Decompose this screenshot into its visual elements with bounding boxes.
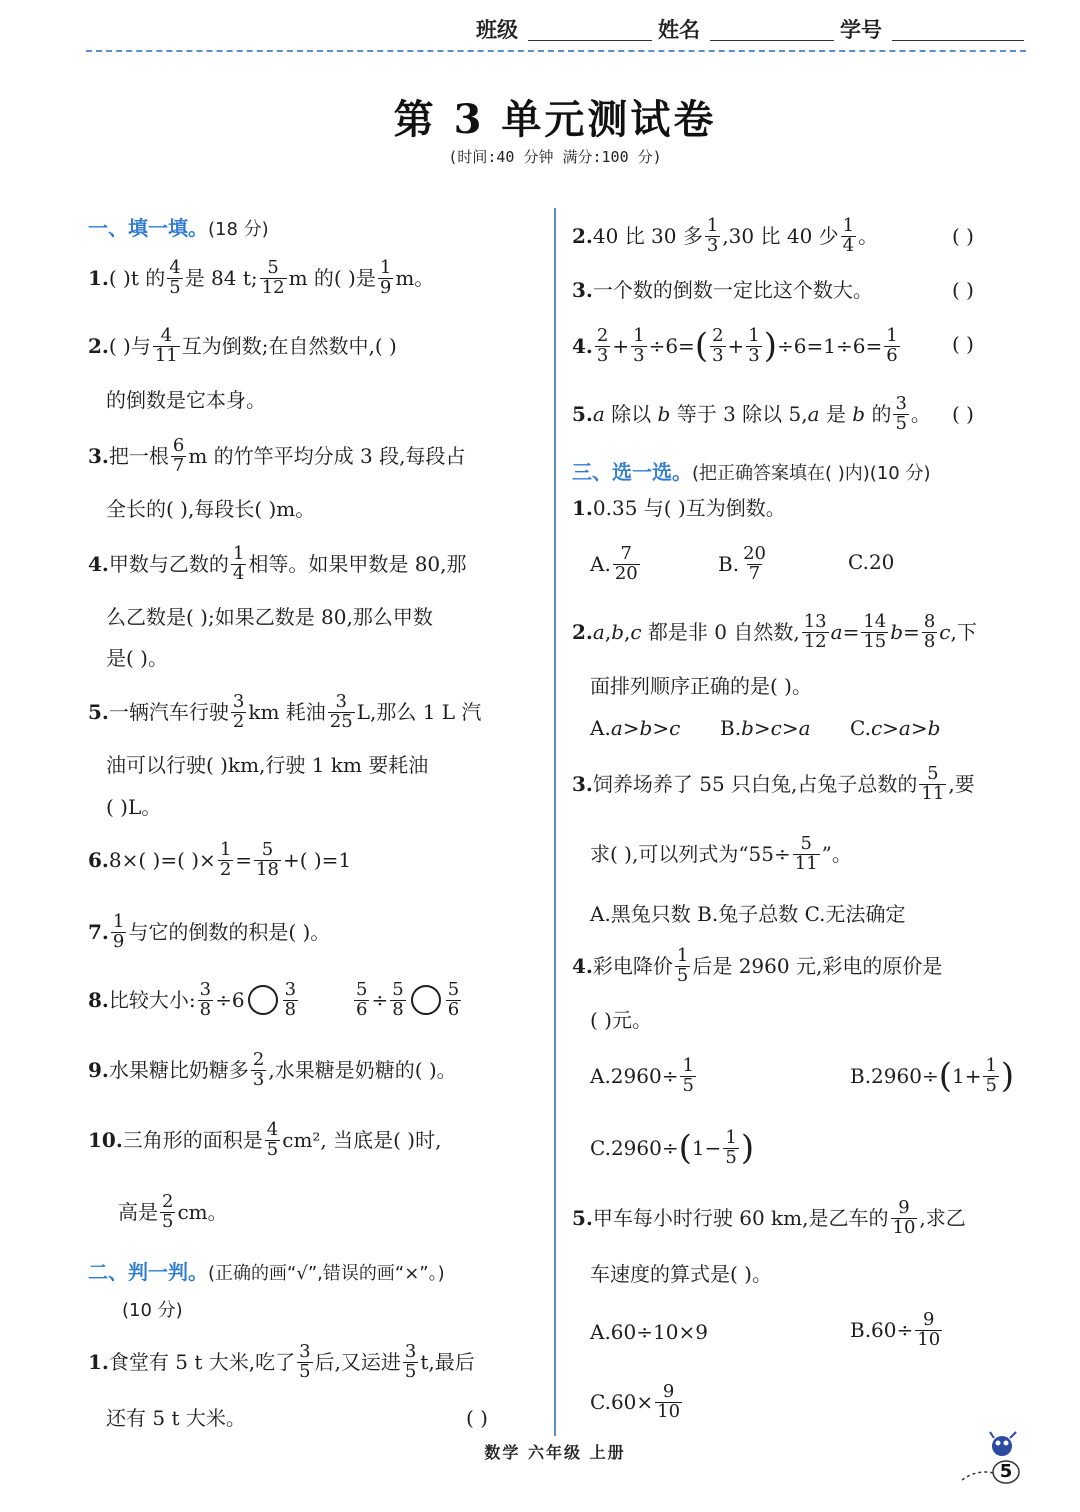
fraction: $\frac{1}{4}$ <box>842 214 855 256</box>
fill-q1: 1. ( )t 的 $\frac{4}{5}$ 是 84 t; $\frac{5}{12}$ m 的( )是 $\frac{1}{9}$ m。 <box>88 256 435 298</box>
fill-q4-line3: 是( )。 <box>106 646 168 670</box>
fill-q5-line2: 油可以行驶( )km,行驶 1 km 要耗油 <box>106 753 429 777</box>
section-2-note: (正确的画“√”,错误的画“×”。) <box>208 1263 445 1284</box>
fraction: $\frac{1}{6}$ <box>886 324 898 366</box>
fraction: $\frac{3}{5}$ <box>404 1340 417 1382</box>
fraction: $\frac{5}{18}$ <box>256 838 279 880</box>
choose-q2-option-b[interactable]: B. b > c > a <box>720 716 811 740</box>
compare-circle-2[interactable] <box>411 985 441 1015</box>
judge-q1-answer[interactable]: ( ) <box>466 1406 488 1430</box>
fraction: $\frac{4}{5}$ <box>266 1118 279 1160</box>
fraction: $\frac{8}{8}$ <box>923 610 936 652</box>
section-3-title: 三、选一选。 <box>572 460 692 484</box>
section-2-heading <box>88 1256 445 1285</box>
judge-q2: 2. 40 比 30 多 $\frac{1}{3}$ ,30 比 40 少 $\frac{1}{4}$ 。 <box>572 214 879 256</box>
choose-q5-option-c[interactable]: C.60× $\frac{9}{10}$ <box>590 1380 681 1422</box>
fraction: $\frac{1}{9}$ <box>112 910 125 952</box>
fill-q7: 7. $\frac{1}{9}$ 与它的倒数的积是( )。 <box>88 910 331 952</box>
fraction: $\frac{1}{4}$ <box>232 542 245 584</box>
fraction: $\frac{2}{3}$ <box>252 1048 265 1090</box>
fraction: $\frac{6}{7}$ <box>172 434 185 476</box>
section-3-note: (把正确答案填在( )内)(10 分) <box>692 463 931 484</box>
judge-q2-answer[interactable]: ( ) <box>952 224 974 248</box>
page-number: 5 <box>999 1461 1013 1482</box>
judge-q5-answer[interactable]: ( ) <box>952 402 974 426</box>
fraction: $\frac{4}{5}$ <box>169 256 181 298</box>
fraction: $\frac{1}{5}$ <box>725 1126 737 1168</box>
fill-q9: 9. 水果糖比奶糖多 $\frac{2}{3}$ ,水果糖是奶糖的( )。 <box>88 1048 457 1090</box>
section-1-heading <box>88 212 269 241</box>
choose-q4: 4. 彩电降价 $\frac{1}{5}$ 后是 2960 元,彩电的原价是 <box>572 944 943 986</box>
fraction: $\frac{1}{5}$ <box>682 1054 694 1096</box>
fill-q6: 6. 8×( )=( )× $\frac{1}{2}$ = $\frac{5}{18}$ +( )=1 <box>88 838 352 880</box>
section-1-score: (18 分) <box>208 219 269 240</box>
page-badge-icon <box>958 1428 1028 1488</box>
fill-q5: 5. 一辆汽车行驶 $\frac{3}{2}$ km 耗油 $\frac{3}{25}$ L,那么 1 L 汽 <box>88 690 482 732</box>
fraction: $\frac{5}{12}$ <box>261 256 285 298</box>
judge-q3: 3. 一个数的倒数一定比这个数大。 <box>572 278 873 302</box>
choose-q2-option-a[interactable]: A. a > b > c <box>590 716 681 740</box>
fraction: $\frac{20}{7}$ <box>743 542 766 584</box>
choose-q3: 3. 饲养场养了 55 只白兔,占兔子总数的 $\frac{5}{11}$ ,要 <box>572 762 975 804</box>
choose-q5-line2: 车速度的算式是( )。 <box>590 1262 772 1286</box>
fraction: $\frac{3}{2}$ <box>232 690 245 732</box>
header-divider <box>86 50 1026 52</box>
choose-q1-option-c[interactable]: C.20 <box>848 550 895 574</box>
choose-q5-option-b[interactable]: B.60÷ $\frac{9}{10}$ <box>850 1308 941 1350</box>
fraction: $\frac{1}{5}$ <box>985 1054 997 1096</box>
section-2-score: (10 分) <box>122 1300 183 1321</box>
judge-q1-line2: 还有 5 t 大米。 <box>106 1406 246 1430</box>
fill-q3: 3. 把一根 $\frac{6}{7}$ m 的竹竿平均分成 3 段,每段占 <box>88 434 466 476</box>
column-divider <box>554 208 556 1436</box>
id-blank <box>892 40 1024 41</box>
page-title: 第 3 单元测试卷 <box>393 96 717 143</box>
fraction: $\frac{3}{5}$ <box>895 392 907 434</box>
section-1-title: 一、填一填。 <box>88 216 208 240</box>
fill-q8: 8. 比较大小: $\frac{3}{8}$ ÷6 $\frac{3}{8}$ $\frac{5}{6}$ ÷ $\frac{5}{8}$ $\frac{5}{6}$ <box>88 978 460 1020</box>
choose-q1: 1. 0.35 与( )互为倒数。 <box>572 496 786 520</box>
judge-q5: 5. a 除以 b 等于 3 除以 5, a 是 b 的 $\frac{3}{5}$ 。 <box>572 392 931 434</box>
section-2-score-line <box>122 1296 183 1322</box>
name-blank <box>710 40 834 41</box>
fill-q4-line2: 么乙数是( );如果乙数是 80,那么甲数 <box>106 605 433 629</box>
fill-q4: 4. 甲数与乙数的 $\frac{1}{4}$ 相等。如果甲数是 80,那 <box>88 542 467 584</box>
fraction: $\frac{3}{5}$ <box>299 1340 311 1382</box>
choose-q1-option-b[interactable]: B. $\frac{20}{7}$ <box>718 542 766 584</box>
choose-q5-option-a[interactable]: A.60÷10×9 <box>590 1320 708 1344</box>
choose-q2-option-c[interactable]: C. c > a > b <box>850 716 941 740</box>
fraction: $\frac{9}{10}$ <box>657 1380 681 1422</box>
fraction: $\frac{5}{11}$ <box>921 762 945 804</box>
fill-q5-line3: ( )L。 <box>106 795 162 819</box>
fraction: $\frac{3}{8}$ <box>284 978 297 1020</box>
choose-q2-line2: 面排列顺序正确的是( )。 <box>590 674 812 698</box>
choose-q3-options[interactable]: A.黑兔只数 B.兔子总数 C.无法确定 <box>590 902 906 926</box>
class-label: 班级 <box>476 18 518 42</box>
fraction: $\frac{2}{3}$ <box>712 324 724 366</box>
fraction: $\frac{1}{3}$ <box>748 324 760 366</box>
fraction: $\frac{3}{8}$ <box>199 978 212 1020</box>
fraction: $\frac{3}{25}$ <box>329 690 353 732</box>
fraction: $\frac{4}{11}$ <box>154 324 178 366</box>
choose-q2: 2. a , b , c 都是非 0 自然数, $\frac{13}{12}$ a = $\frac{14}{15}$ b = $\frac{8}{8}$ c ,下 <box>572 610 977 652</box>
fraction: $\frac{9}{10}$ <box>917 1308 941 1350</box>
page-subtitle: (时间:40 分钟 满分:100 分) <box>448 148 662 166</box>
fraction: $\frac{7}{20}$ <box>614 542 638 584</box>
section-2-title: 二、判一判。 <box>88 1260 208 1284</box>
fraction: $\frac{13}{12}$ <box>803 610 827 652</box>
id-label: 学号 <box>840 18 882 42</box>
section-3-heading <box>572 456 930 485</box>
judge-q3-answer[interactable]: ( ) <box>952 278 974 302</box>
fraction: $\frac{1}{3}$ <box>706 214 719 256</box>
fill-q10: 10. 三角形的面积是 $\frac{4}{5}$ cm², 当底是( )时, <box>88 1118 442 1160</box>
choose-q4-line2: ( )元。 <box>590 1008 652 1032</box>
fill-q2: 2. ( )与 $\frac{4}{11}$ 互为倒数;在自然数中,( ) <box>88 324 397 366</box>
fraction: $\frac{14}{15}$ <box>863 610 887 652</box>
fraction: $\frac{2}{3}$ <box>596 324 609 366</box>
choose-q4-option-c[interactable]: C.2960÷ ( 1− $\frac{1}{5}$ ) <box>590 1126 755 1168</box>
fill-q3-line2: 全长的( ),每段长( )m。 <box>106 497 316 521</box>
fraction: $\frac{5}{11}$ <box>794 832 818 874</box>
fill-q2-line2: 的倒数是它本身。 <box>106 388 266 412</box>
class-blank <box>528 40 652 41</box>
choose-q4-option-b[interactable]: B.2960÷ ( 1+ $\frac{1}{5}$ ) <box>850 1054 1015 1096</box>
compare-circle-1[interactable] <box>248 985 278 1015</box>
choose-q3-line2: 求( ),可以列式为“55÷ $\frac{5}{11}$ ”。 <box>590 832 852 874</box>
fraction: $\frac{9}{10}$ <box>892 1196 916 1238</box>
name-label: 姓名 <box>658 18 700 42</box>
footer-text: 数学 六年级 上册 <box>484 1443 626 1462</box>
fraction: $\frac{1}{3}$ <box>633 324 645 366</box>
choose-q5: 5. 甲车每小时行驶 60 km,是乙车的 $\frac{9}{10}$ ,求乙 <box>572 1196 966 1238</box>
fraction: $\frac{5}{8}$ <box>392 978 404 1020</box>
fraction: $\frac{5}{6}$ <box>356 978 368 1020</box>
fraction: $\frac{1}{2}$ <box>219 838 232 880</box>
fill-q10-line2: 高是 $\frac{2}{5}$ cm。 <box>118 1190 228 1232</box>
choose-q4-option-a[interactable]: A.2960÷ $\frac{1}{5}$ <box>590 1054 694 1096</box>
judge-q1: 1. 食堂有 5 t 大米,吃了 $\frac{3}{5}$ 后,又运进 $\frac{3}{5}$ t,最后 <box>88 1340 475 1382</box>
judge-q4-answer[interactable]: ( ) <box>952 332 974 356</box>
choose-q1-option-a[interactable]: A. $\frac{7}{20}$ <box>590 542 638 584</box>
fraction: $\frac{1}{9}$ <box>379 256 392 298</box>
judge-q4: 4. $\frac{2}{3}$ + $\frac{1}{3}$ ÷6= ( $\frac{2}{3}$ + $\frac{1}{3}$ ) ÷6=1÷6= $\frac{1}{6}$ <box>572 324 898 366</box>
fraction: $\frac{2}{5}$ <box>162 1190 174 1232</box>
fraction: $\frac{5}{6}$ <box>447 978 460 1020</box>
fraction: $\frac{1}{5}$ <box>676 944 689 986</box>
